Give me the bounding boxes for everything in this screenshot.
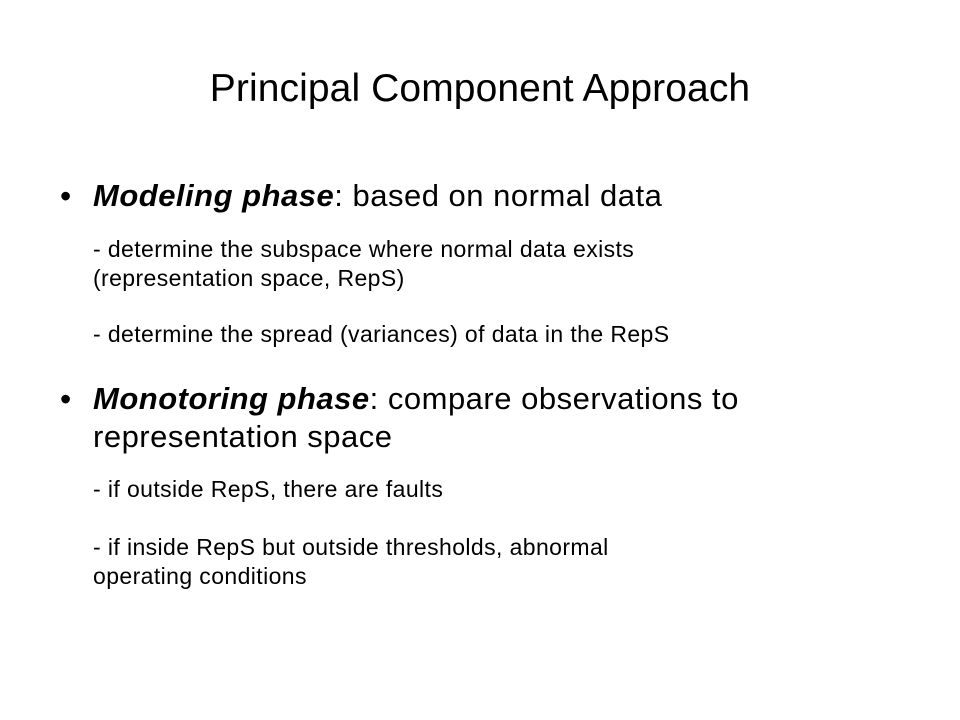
subpoint-line: - if outside RepS, there are faults (93, 476, 444, 502)
bullet-marker: • (60, 381, 72, 417)
subpoint (93, 533, 913, 591)
subpoint-line: operating conditions (93, 563, 307, 589)
subpoint-line: - determine the subspace where normal data exists (93, 236, 635, 262)
bullet-rest: : compare observations to (369, 381, 739, 416)
subpoint (93, 235, 913, 293)
bullet-rest: : based on normal data (334, 178, 663, 213)
bullet-marker: • (60, 178, 72, 214)
subpoint-line: - if inside RepS but outside thresholds, abnormal (93, 534, 609, 560)
bullet-rest-continued: representation space (93, 419, 393, 454)
bullet-text (93, 380, 920, 456)
bullet-monitoring-phase (60, 380, 920, 456)
bullet-emphasis: Monotoring phase (93, 381, 370, 416)
subpoint-line: - determine the spread (variances) of data in the RepS (93, 321, 670, 347)
bullet-modeling-phase (60, 177, 920, 215)
slide-title: Principal Component Approach (209, 67, 751, 110)
bullet-emphasis: Modeling phase (93, 178, 335, 213)
bullet-text (93, 177, 920, 215)
subpoint-line: (representation space, RepS) (93, 265, 405, 291)
subpoint (93, 475, 913, 504)
subpoint (93, 320, 913, 349)
